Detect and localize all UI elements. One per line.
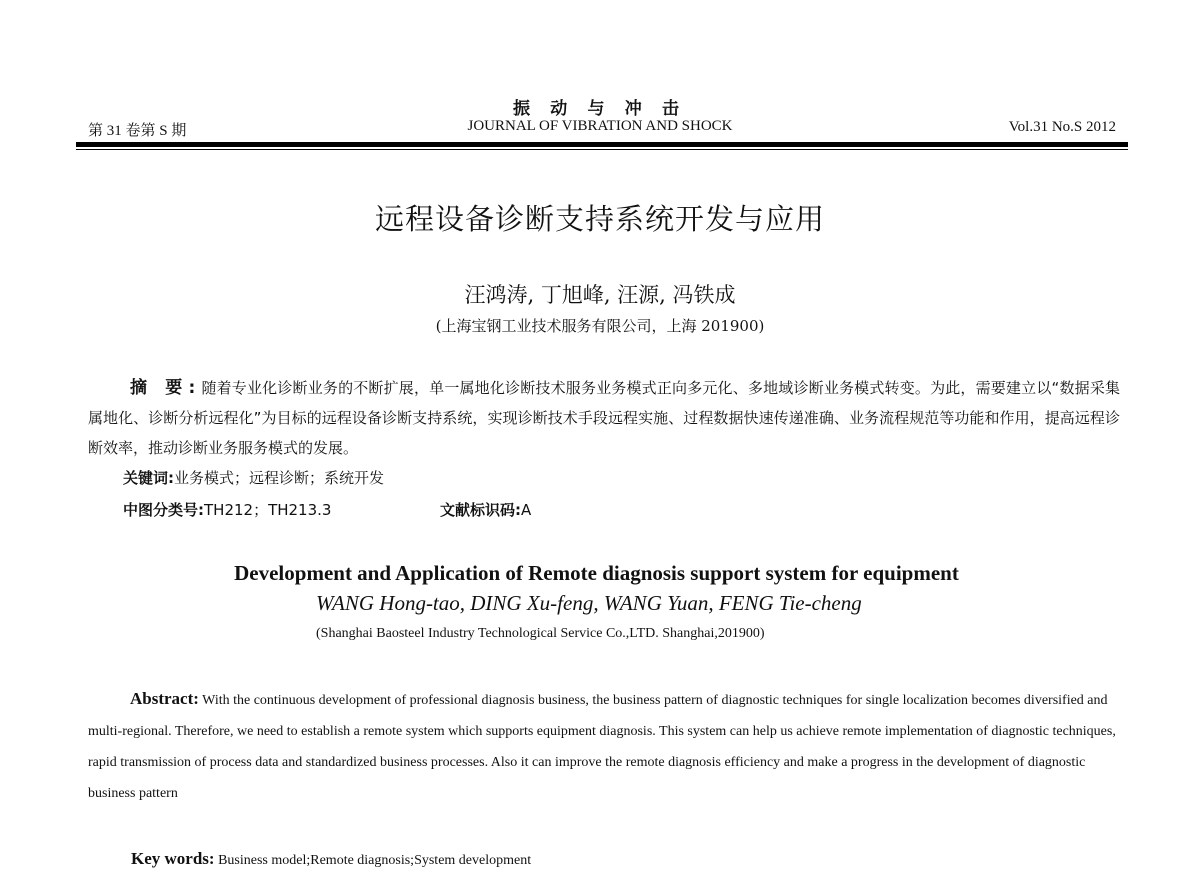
classification-cn (123, 499, 331, 520)
classification-label-cn: 中图分类号: (123, 501, 204, 519)
document-code-label-cn: 文献标识码: (440, 501, 521, 519)
classification-text-cn: TH212；TH213.3 (204, 501, 332, 519)
abstract-cn (88, 373, 1120, 463)
volume-number: Vol.31 No.S 2012 (1008, 119, 1116, 135)
document-code-cn (440, 499, 531, 520)
keywords-cn (123, 467, 384, 488)
keywords-text-cn: 业务模式；远程诊断；系统开发 (174, 469, 385, 487)
authors-en: WANG Hong-tao, DING Xu-feng, WANG Yuan, FENG Tie-cheng (316, 591, 862, 615)
abstract-label-en: Abstract: (130, 689, 199, 708)
paper-title-cn: 远程设备诊断支持系统开发与应用 (374, 202, 825, 236)
header-rule-thin (76, 149, 1128, 150)
abstract-text-en: With the continuous development of professional diagnosis business, the business pattern of diagnostic techniques for single localization becomes diversified and multi-regional. Therefore, we need to establish a remote system which supports equipment diagnosis. This system can help us achieve remote implementation of diagnostic techniques, rapid transmission of process data and standardized business processes. Also it can improve the remote diagnosis efficiency and make a progress in the development of diagnostic business pattern (88, 693, 1116, 801)
abstract-en (88, 683, 1118, 809)
paper-title-en: Development and Application of Remote diagnosis support system for equipment (234, 561, 959, 585)
keywords-text-en: Business model;Remote diagnosis;System development (218, 853, 532, 868)
header-rule-thick (76, 142, 1128, 147)
keywords-en (131, 849, 531, 869)
abstract-text-cn: 随着专业化诊断业务的不断扩展，单一属地化诊断技术服务业务模式正向多元化、多地域诊断业务模式转变。为此，需要建立以“数据采集属地化、诊断分析远程化”为目标的远程设备诊断支持系统，实现诊断技术手段远程实施、过程数据快速传递准确、业务流程规范等功能和作用，提高远程诊断效率，推动诊断业务服务模式的发展。 (88, 379, 1121, 457)
journal-title-en: JOURNAL OF VIBRATION AND SHOCK (467, 118, 733, 134)
affiliation-cn: (上海宝钢工业技术服务有限公司，上海 201900) (435, 317, 765, 335)
keywords-label-en: Key words: (131, 849, 215, 868)
journal-title-cn: 振 动 与 冲 击 (513, 99, 687, 118)
keywords-label-cn: 关键词: (123, 469, 174, 487)
document-code-text-cn: A (521, 501, 532, 519)
abstract-label-cn: 摘 要: (130, 378, 202, 398)
authors-cn: 汪鸿涛, 丁旭峰, 汪源, 冯铁成 (464, 283, 736, 307)
issue-number-cn: 第 31 卷第 S 期 (88, 123, 187, 139)
affiliation-en: (Shanghai Baosteel Industry Technological Service Co.,LTD. Shanghai,201900) (316, 626, 765, 641)
